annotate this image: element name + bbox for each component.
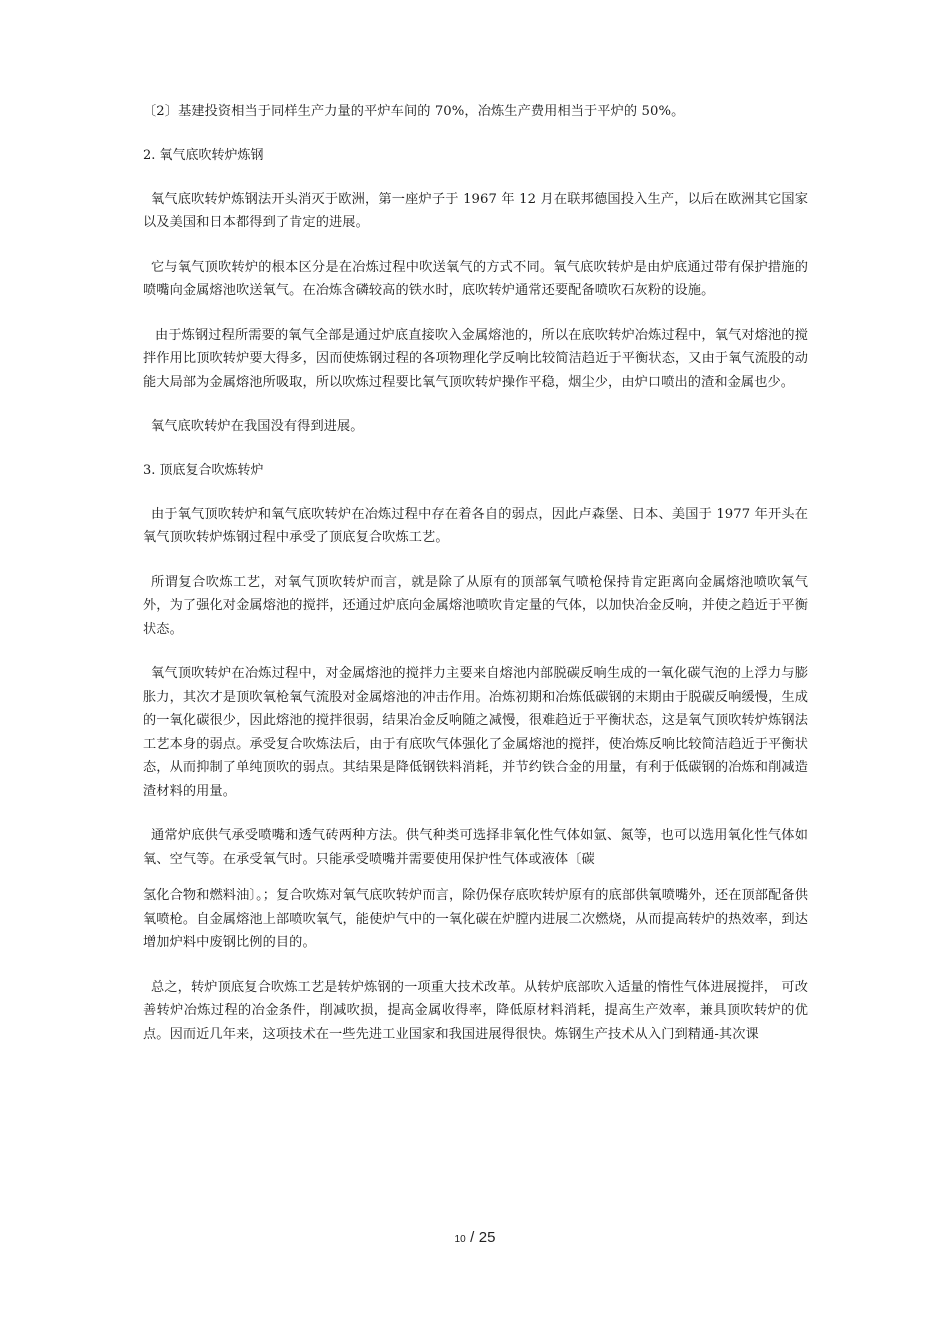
paragraph-bottom-blown-china: 氧气底吹转炉在我国没有得到进展。 (151, 419, 364, 434)
paragraph-combined-origin: 由于氧气顶吹转炉和氧气底吹转炉在冶炼过程中存在着各自的弱点，因此卢森堡、日本、美国于 1977 年开头在氧气顶吹转炉炼钢过程中承受了顶底复合吹炼工艺。 (143, 506, 808, 545)
paragraph-bottom-blown-stirring: 由于炼钢过程所需要的氧气全部是通过炉底直接吹入金属熔池的，所以在底吹转炉冶炼过程中，氧气对熔池的搅拌作用比顶吹转炉要大得多，因而使炼钢过程的各项物理化学反响比较简洁趋近于平衡状态，又由于氧气流股的动能大局部为金属熔池所吸取，所以吹炼过程要比氧气顶吹转炉操作平稳，烟尘少，由炉口喷出的渣和金属也少。 (143, 327, 808, 390)
paragraph-conclusion: 总之，转炉顶底复合吹炼工艺是转炉炼钢的一项重大技术改革。从转炉底部吹入适量的惰性气体进展搅拌， 可改善转炉冶炼过程的冶金条件，削减吹损，提高金属收得率，降低原材料消耗，提高生产效率，兼具顶吹转炉的优点。因而近几年来，这项技术在一些先进工业国家和我国进展得很快。炼钢生产技术从入门到精通-其次课 (143, 979, 808, 1042)
page-number (0, 1229, 950, 1247)
page-separator: / (470, 1229, 475, 1246)
page-body (143, 100, 808, 1067)
paragraph-combined-bottom-blown: 氢化合物和燃料油〕。；复合吹炼对氧气底吹转炉而言，除仍保存底吹转炉原有的底部供氧喷嘴外，还在顶部配备供氧喷枪。自金属熔池上部喷吹氧气，能使炉气中的一氧化碳在炉膛内进展二次燃烧，从而提高转炉的热效率，到达增加炉料中废钢比例的目的。 (143, 888, 808, 950)
section-heading-bottom-blown: 2. 氧气底吹转炉炼钢 (143, 147, 264, 163)
paragraph-bottom-blown-difference: 它与氧气顶吹转炉的根本区分是在冶炼过程中吹送氧气的方式不同。氧气底吹转炉是由炉底通过带有保护措施的喷嘴向金属熔池吹送氧气。在冶炼含磷较高的铁水时，底吹转炉通常还要配备喷吹石灰粉的设施。 (143, 259, 808, 298)
paragraph-combined-stirring: 氧气顶吹转炉在冶炼过程中，对金属熔池的搅拌力主要来自熔池内部脱碳反响生成的一氧化碳气泡的上浮力与膨胀力，其次才是顶吹氧枪氧气流股对金属熔池的冲击作用。冶炼初期和冶炼低碳钢的末期由于脱碳反响缓慢，生成的一氧化碳很少，因此熔池的搅拌很弱，结果冶金反响随之减慢，很难趋近于平衡状态，这是氧气顶吹转炉炼钢法工艺本身的弱点。承受复合吹炼法后，由于有底吹气体强化了金属熔池的搅拌，使冶炼反响比较简洁趋近于平衡状态，从而抑制了单纯顶吹的弱点。其结果是降低钢铁料消耗，并节约铁合金的用量，有利于低碳钢的冶炼和削减造渣材料的用量。 (143, 666, 808, 799)
paragraph-combined-gas-supply: 通常炉底供气承受喷嘴和透气砖两种方法。供气种类可选择非氧化性气体如氩、氮等，也可以选用氧化性气体如氧、空气等。在承受氧气时。只能承受喷嘴并需要使用保护性气体或液体〔碳 (143, 828, 808, 867)
paragraph-investment: 〔2〕基建投资相当于同样生产力量的平炉车间的 70%，冶炼生产费用相当于平炉的 50%。 (143, 104, 685, 119)
current-page-number: 10 (454, 1234, 466, 1245)
paragraph-combined-definition: 所谓复合吹炼工艺，对氧气顶吹转炉而言，就是除了从原有的顶部氧气喷枪保持肯定距离向金属熔池喷吹氧气外，为了强化对金属熔池的搅拌，还通过炉底向金属熔池喷吹肯定量的气体，以加快冶金反响，并使之趋近于平衡状态。 (143, 574, 808, 637)
section-heading-combined-blowing: 3. 顶底复合吹炼转炉 (143, 462, 264, 478)
total-pages: 25 (478, 1229, 496, 1246)
paragraph-bottom-blown-origin: 氧气底吹转炉炼钢法开头消灭于欧洲，第一座炉子于 1967 年 12 月在联邦德国投入生产，以后在欧洲其它国家以及美国和日本都得到了肯定的进展。 (143, 191, 808, 230)
